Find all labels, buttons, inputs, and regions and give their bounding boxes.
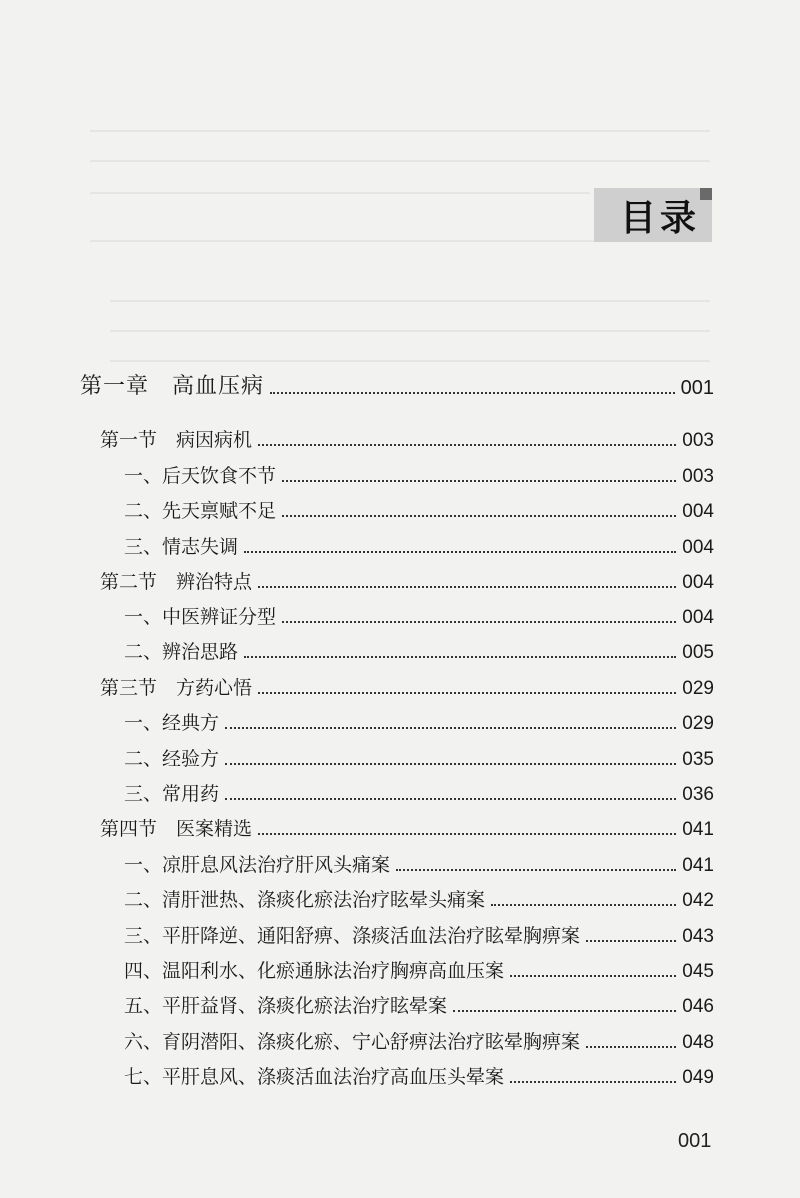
toc-entry-label: 一、凉肝息风法治疗肝风头痛案 xyxy=(124,854,391,876)
leader-dots xyxy=(225,797,676,800)
toc-entry-page: 003 xyxy=(682,430,714,451)
toc-entry-item[interactable] xyxy=(124,1026,714,1054)
leader-dots xyxy=(258,691,676,694)
toc-entry-page: 004 xyxy=(682,501,714,522)
toc-entry-label: 第三节 方药心悟 xyxy=(100,677,253,699)
toc-entry-page: 042 xyxy=(682,890,714,911)
toc-entry-item[interactable] xyxy=(124,955,714,983)
toc-entry-page: 041 xyxy=(682,819,714,840)
toc-entry-label: 一、后天饮食不节 xyxy=(124,465,277,487)
leader-dots xyxy=(510,974,676,977)
leader-dots xyxy=(396,868,676,871)
toc-entry-page: 005 xyxy=(682,642,714,663)
toc-entry-page: 049 xyxy=(682,1067,714,1088)
toc-entry-item[interactable] xyxy=(124,990,714,1018)
leader-dots xyxy=(586,1045,676,1048)
toc-entry-item[interactable] xyxy=(124,707,714,735)
toc-entry-section[interactable] xyxy=(100,672,714,700)
toc-entry-label: 二、清肝泄热、涤痰化瘀法治疗眩晕头痛案 xyxy=(124,889,486,911)
toc-entry-page: 004 xyxy=(682,607,714,628)
leader-dots xyxy=(586,939,676,942)
toc-entry-item[interactable] xyxy=(124,601,714,629)
leader-dots xyxy=(282,514,676,517)
toc-entry-section[interactable] xyxy=(100,424,714,452)
leader-dots xyxy=(225,726,676,729)
leader-dots xyxy=(244,655,676,658)
leader-dots xyxy=(282,620,676,623)
toc-entry-label: 第二节 辨治特点 xyxy=(100,571,253,593)
toc-entry-page: 004 xyxy=(682,537,714,558)
toc-entry-item[interactable] xyxy=(124,1061,714,1089)
toc-entry-label: 三、常用药 xyxy=(124,783,220,805)
toc-entry-page: 001 xyxy=(680,377,714,399)
toc-entry-label: 一、经典方 xyxy=(124,712,220,734)
toc-entry-label: 六、育阴潜阳、涤痰化瘀、宁心舒痹法治疗眩晕胸痹案 xyxy=(124,1031,581,1053)
toc-entry-item[interactable] xyxy=(124,920,714,948)
toc-entry-label: 二、辨治思路 xyxy=(124,641,239,663)
leader-dots xyxy=(244,550,676,553)
toc-entry-section[interactable] xyxy=(100,566,714,594)
page-title: 目录 xyxy=(620,198,701,239)
toc-entry-label: 第一章 高血压病 xyxy=(80,374,265,399)
leader-dots xyxy=(510,1080,676,1083)
toc-entry-page: 048 xyxy=(682,1032,714,1053)
toc-entry-item[interactable] xyxy=(124,531,714,559)
leader-dots xyxy=(258,585,676,588)
toc-entry-label: 第一节 病因病机 xyxy=(100,429,253,451)
leader-dots xyxy=(491,903,676,906)
title-corner-mark xyxy=(700,188,712,200)
leader-dots xyxy=(258,832,676,835)
toc-entry-page: 036 xyxy=(682,784,714,805)
toc-entry-label: 第四节 医案精选 xyxy=(100,818,253,840)
toc-entry-page: 003 xyxy=(682,466,714,487)
toc-entry-label: 七、平肝息风、涤痰活血法治疗高血压头晕案 xyxy=(124,1066,505,1088)
toc-entry-item[interactable] xyxy=(124,884,714,912)
toc-entry-page: 043 xyxy=(682,926,714,947)
toc-entry-label: 二、经验方 xyxy=(124,748,220,770)
leader-dots xyxy=(282,479,676,482)
toc-entry-chapter[interactable] xyxy=(80,372,714,400)
toc-entry-label: 一、中医辨证分型 xyxy=(124,606,277,628)
toc-entry-page: 045 xyxy=(682,961,714,982)
toc-entry-item[interactable] xyxy=(124,849,714,877)
toc-entry-page: 029 xyxy=(682,678,714,699)
toc-entry-section[interactable] xyxy=(100,813,714,841)
toc-entry-item[interactable] xyxy=(124,636,714,664)
toc-entry-page: 029 xyxy=(682,713,714,734)
toc-entry-item[interactable] xyxy=(124,778,714,806)
leader-dots xyxy=(270,391,675,394)
toc-entry-page: 041 xyxy=(682,855,714,876)
leader-dots xyxy=(453,1009,676,1012)
toc-entry-page: 035 xyxy=(682,749,714,770)
toc-entry-page: 004 xyxy=(682,572,714,593)
toc-entry-label: 三、情志失调 xyxy=(124,536,239,558)
toc-entry-label: 二、先天禀赋不足 xyxy=(124,500,277,522)
toc-entry-label: 四、温阳利水、化瘀通脉法治疗胸痹高血压案 xyxy=(124,960,505,982)
toc-entry-page: 046 xyxy=(682,996,714,1017)
toc-entry-label: 五、平肝益肾、涤痰化瘀法治疗眩晕案 xyxy=(124,995,448,1017)
toc-entry-item[interactable] xyxy=(124,495,714,523)
toc-entry-item[interactable] xyxy=(124,743,714,771)
toc-entry-item[interactable] xyxy=(124,460,714,488)
toc-entry-label: 三、平肝降逆、通阳舒痹、涤痰活血法治疗眩晕胸痹案 xyxy=(124,925,581,947)
leader-dots xyxy=(258,443,676,446)
page-number: 001 xyxy=(678,1130,712,1152)
leader-dots xyxy=(225,762,676,765)
